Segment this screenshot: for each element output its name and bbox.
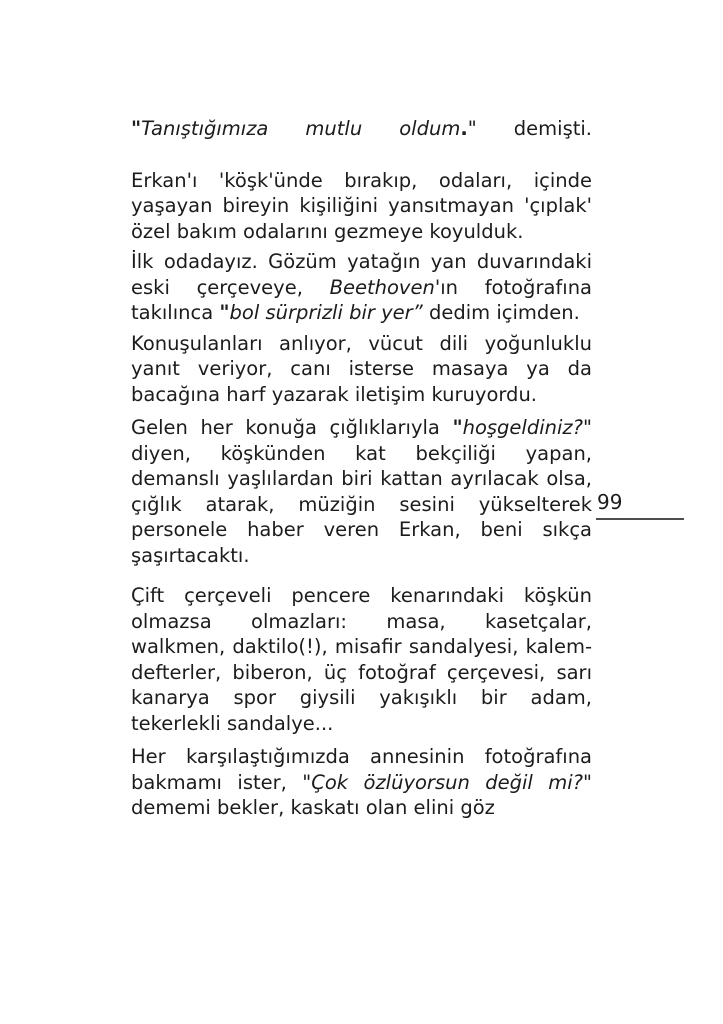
page-number-rule — [596, 518, 684, 520]
text-run: Çok özlüyorsun değil mi? — [311, 770, 584, 794]
text-run: dedim içimden. — [422, 301, 580, 324]
paragraph — [131, 583, 592, 736]
text-run: Gelen her konuğa çığlıklarıyla — [131, 416, 453, 439]
text-run: Tanıştığımıza mutlu oldum — [141, 117, 461, 140]
text-run: " — [452, 416, 463, 439]
paragraph — [131, 168, 592, 245]
paragraph — [131, 249, 592, 326]
paragraph — [131, 331, 592, 408]
paragraph — [131, 116, 592, 142]
text-run: Erkan'ı 'köşk'ünde bırakıp, odaları, içinde yaşayan bireyin kişiliğini yansıtmayan 'çıplak' özel bakım odalarını gezmeye koyulduk. — [131, 168, 592, 243]
text-run: Çift çerçeveli pencere kenarındaki köşkün olmazsa olmazları: masa, kasetçalar, walkmen, daktilo(!), misafir sandalyesi, kalem-defterler, biberon, üç fotoğraf çerçevesi, sarı kanarya spor giysili yakışıklı bir adam, tekerlekli sandalye... — [131, 584, 592, 735]
text-run: " demişti. — [467, 117, 592, 140]
text-run: " diyen, köşkünden kat bekçiliği yapan, demanslı yaşlılardan biri kattan ayrılacak olsa, çığlık atarak, müziğin sesini yükselterek personele haber veren Erkan, beni sıkça şaşırtacaktı. — [131, 416, 592, 567]
text-run: . — [460, 117, 468, 140]
page-number: 99 — [597, 490, 623, 514]
text-run: " dememi bekler, kaskatı olan elini göz — [131, 770, 593, 819]
text-run: hoşgeldiniz? — [462, 416, 584, 439]
text-run: Beethoven — [329, 275, 435, 299]
text-run: Her karşılaştığımızda annesinin fotoğrafına bakmamı ister, " — [131, 745, 592, 794]
text-run: İlk odadayız. Gözüm yatağın yan duvarındaki eski çerçeveye, — [131, 250, 592, 299]
body-text — [131, 116, 592, 821]
text-run: Konuşulanları anlıyor, vücut dili yoğunluklu yanıt veriyor, canı isterse masaya ya da bacağına harf yazarak iletişim kuruyordu. — [131, 331, 592, 406]
text-run: " — [219, 301, 230, 324]
text-run: " — [131, 117, 142, 140]
paragraph — [131, 744, 592, 821]
text-run: bol sürprizli bir yer” — [229, 301, 423, 324]
text-run: 'ın fotoğrafına takılınca — [131, 275, 592, 324]
paragraph — [131, 415, 592, 568]
